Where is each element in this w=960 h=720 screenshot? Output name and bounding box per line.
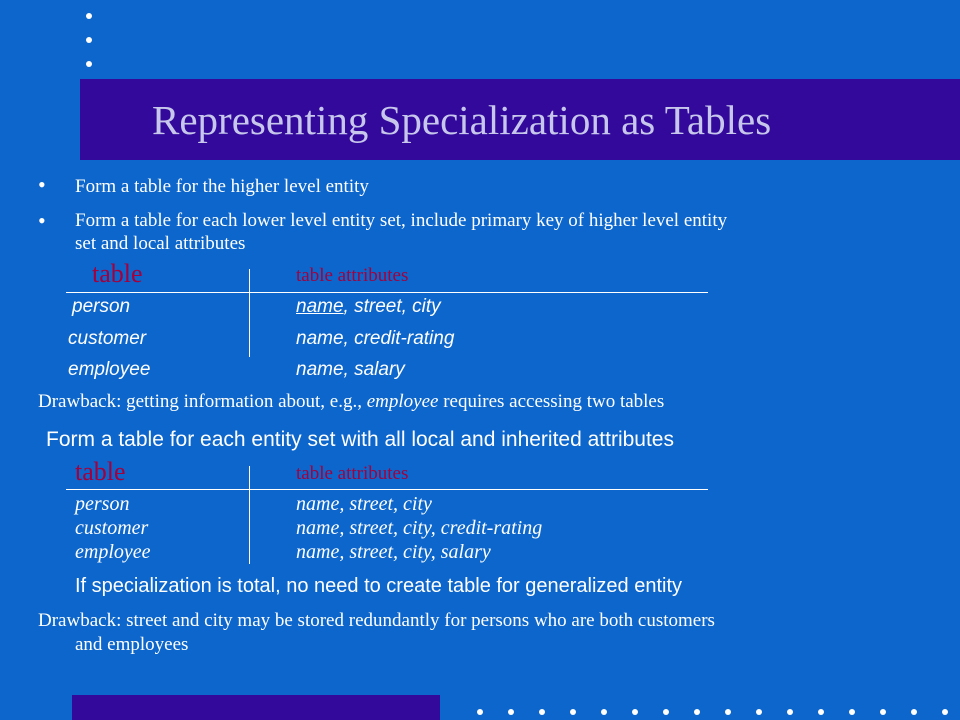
bullet-text-2: Form a table for each lower level entity set, include primary key of higher level entity xyxy=(75,210,728,231)
bullet-text-2-continuation: set and local attributes xyxy=(75,233,246,254)
bullet-icon: • xyxy=(38,208,46,233)
decorative-dot xyxy=(86,13,92,19)
table-1-row-entity: customer xyxy=(68,328,147,349)
decorative-dot xyxy=(694,709,700,715)
table-2-row-attributes: name, street, city, credit-rating xyxy=(296,517,543,539)
table-2-header-table: table xyxy=(75,457,126,486)
decorative-dot xyxy=(539,709,545,715)
table-1-row-attributes: name, street, city xyxy=(296,296,441,317)
slide-title: Representing Specialization as Tables xyxy=(152,97,772,143)
specialization-total-note: If specialization is total, no need to create table for generalized entity xyxy=(75,575,683,597)
decorative-dot xyxy=(849,709,855,715)
decorative-dot xyxy=(942,709,948,715)
decorative-dot xyxy=(86,61,92,67)
method-2-heading: Form a table for each entity set with all local and inherited attributes xyxy=(46,428,674,451)
bullet-text-1: Form a table for the higher level entity xyxy=(75,176,369,197)
decorative-dot xyxy=(86,37,92,43)
decorative-dot xyxy=(477,709,483,715)
drawback-1: Drawback: getting information about, e.g., employee requires accessing two tables xyxy=(38,391,665,412)
table-1-row-entity: employee xyxy=(68,359,151,380)
drawback-2-continuation: and employees xyxy=(75,634,189,655)
decorative-dot xyxy=(601,709,607,715)
decorative-dot xyxy=(818,709,824,715)
table-2-header-rule xyxy=(66,489,708,490)
table-1-row-attributes: name, credit-rating xyxy=(296,328,455,349)
table-2-column-divider xyxy=(249,466,250,564)
table-2-row-entity: customer xyxy=(75,517,149,539)
decorative-dot xyxy=(632,709,638,715)
decorative-dot xyxy=(756,709,762,715)
table-2-row-attributes: name, street, city, salary xyxy=(296,541,491,563)
table-2-row-entity: person xyxy=(75,493,130,515)
table-1-row-attributes: name, salary xyxy=(296,359,405,380)
drawback-2: Drawback: street and city may be stored redundantly for persons who are both customers xyxy=(38,610,715,631)
decorative-dot xyxy=(508,709,514,715)
emphasis-employee: employee xyxy=(366,391,439,412)
bottom-band xyxy=(72,695,440,720)
table-2-header-attributes: table attributes xyxy=(296,463,409,484)
decorative-dot xyxy=(880,709,886,715)
table-1-header-rule xyxy=(66,292,708,293)
table-1-header-table: table xyxy=(92,259,143,288)
decorative-dot xyxy=(911,709,917,715)
decorative-dot xyxy=(787,709,793,715)
table-1-row-entity: person xyxy=(72,296,131,317)
decorative-dot xyxy=(725,709,731,715)
table-2-row-attributes: name, street, city xyxy=(296,493,432,515)
decorative-dot xyxy=(570,709,576,715)
bullet-icon: • xyxy=(38,172,46,197)
primary-key: name xyxy=(296,296,344,317)
table-2-row-entity: employee xyxy=(75,541,151,563)
table-1-column-divider xyxy=(249,269,250,357)
decorative-dot xyxy=(663,709,669,715)
table-1-header-attributes: table attributes xyxy=(296,265,409,286)
